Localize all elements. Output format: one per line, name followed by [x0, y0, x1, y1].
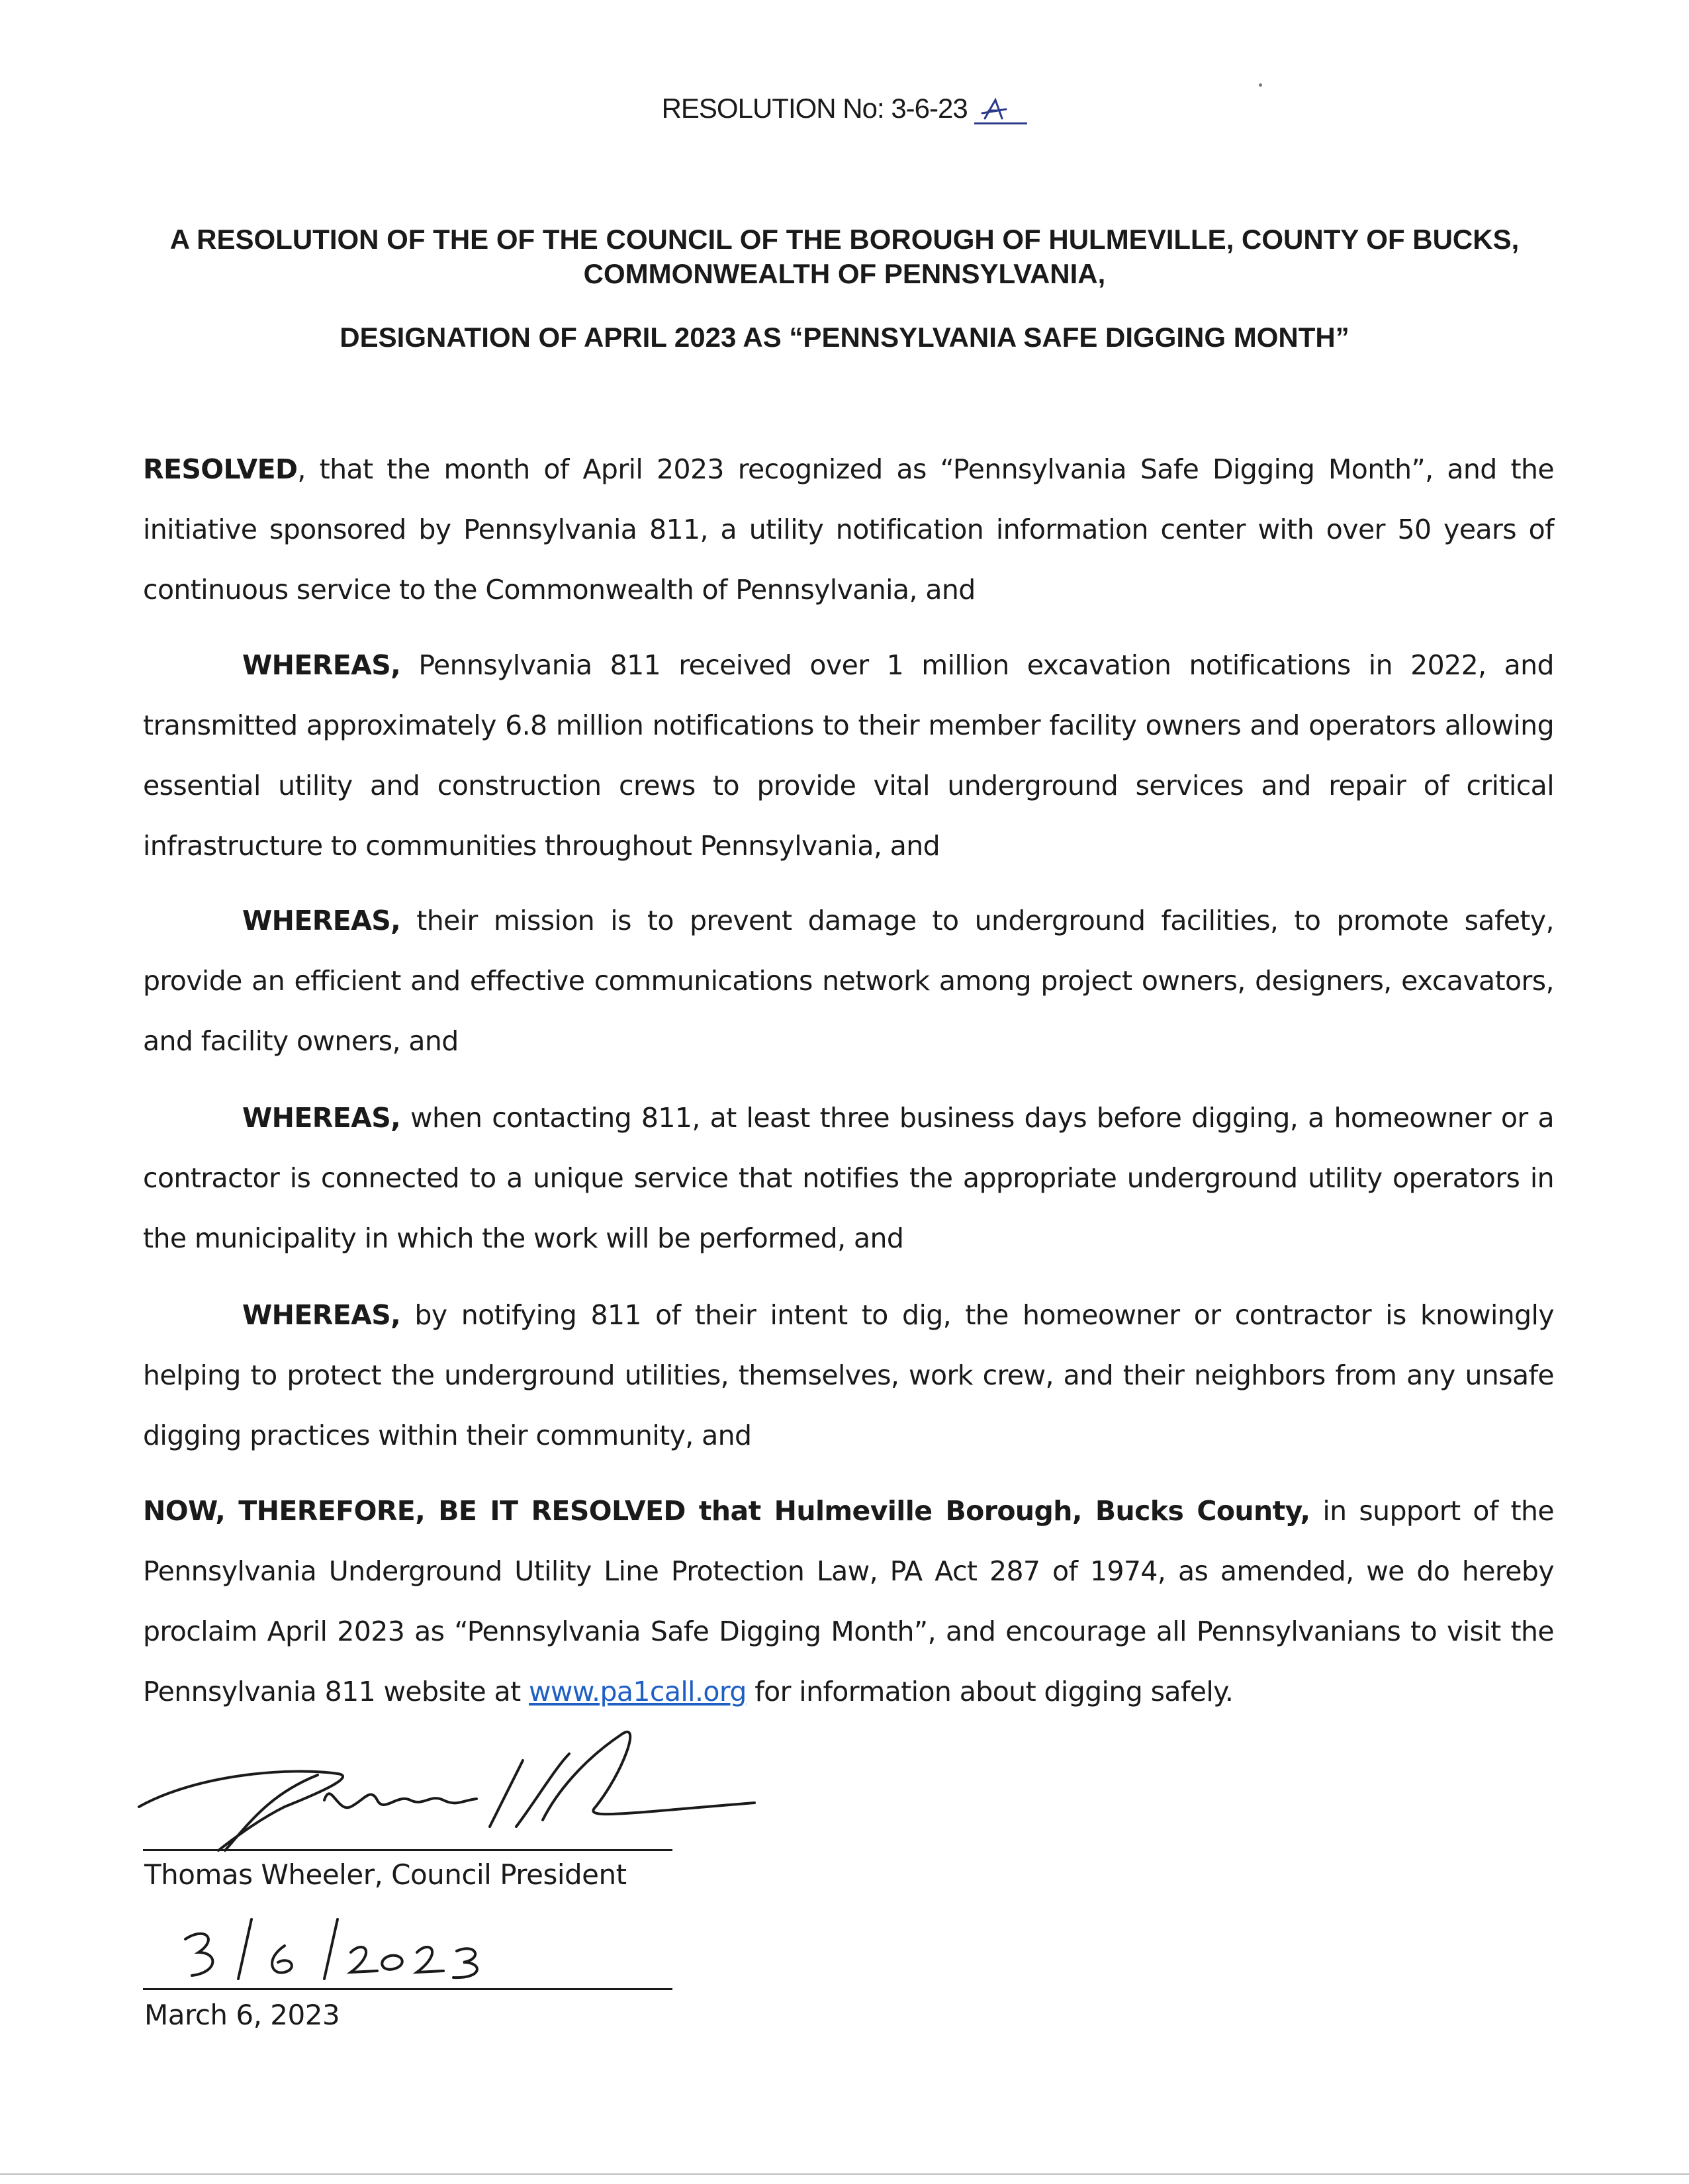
resolution-suffix-handwritten	[974, 96, 1027, 124]
paragraph-lead: WHEREAS,	[242, 905, 401, 936]
page-bottom-rule	[0, 2173, 1689, 2175]
paragraph-whereas-4	[143, 1285, 1554, 1466]
paragraph-text: Pennsylvania 811 received over 1 million excavation notifications in 2022, and transmitted approximately 6.8 million notifications to their member facility owners and operators allowing essential utility and construction crews to provide vital underground services and repair of critical infrastructure to communities throughout Pennsylvania, and	[143, 649, 1554, 862]
pa1call-link[interactable]: www.pa1call.org	[529, 1676, 747, 1707]
paragraph-lead: WHEREAS,	[242, 649, 401, 681]
paragraph-lead: RESOLVED	[143, 453, 298, 485]
resolution-title: A RESOLUTION OF THE OF THE COUNCIL OF THE BOROUGH OF HULMEVILLE, COUNTY OF BUCKS, COMMONWEALTH OF PENNSYLVANIA,	[169, 224, 1520, 289]
paragraph-whereas-1	[143, 635, 1554, 876]
resolution-number	[0, 93, 1689, 124]
paragraph-text: their mission is to prevent damage to underground facilities, to promote safety, provide an efficient and effective communications network among project owners, designers, excavators, and facility owners, and	[143, 905, 1554, 1057]
paragraph-text: when contacting 811, at least three business days before digging, a homeowner or a contractor is connected to a unique service that notifies the appropriate underground utility operators in the municipality in which the work will be performed, and	[143, 1102, 1554, 1254]
paragraph-lead: WHEREAS,	[242, 1299, 401, 1331]
paragraph-text: by notifying 811 of their intent to dig, the homeowner or contractor is knowingly helping to protect the underground utilities, themselves, work crew, and their neighbors from any unsafe digging practices within their community, and	[143, 1299, 1554, 1451]
handwritten-date	[179, 1906, 523, 1985]
paragraph-text: , that the month of April 2023 recognized as “Pennsylvania Safe Digging Month”, and the initiative sponsored by Pennsylvania 811, a utility notification information center with over 50 years of continuous service to the Commonwealth of Pennsylvania, and	[143, 453, 1554, 606]
paragraph-now-therefore	[143, 1481, 1554, 1722]
scan-speck	[1259, 83, 1262, 87]
paragraph-whereas-2	[143, 891, 1554, 1071]
date-caption: March 6, 2023	[144, 1999, 340, 2031]
resolution-designation: DESIGNATION OF APRIL 2023 AS “PENNSYLVANIA SAFE DIGGING MONTH”	[340, 322, 1349, 353]
date-line	[143, 1988, 672, 1990]
paragraph-lead: WHEREAS,	[242, 1102, 401, 1134]
paragraph-resolved	[143, 439, 1554, 620]
resolution-number-text: RESOLUTION No: 3-6-23	[661, 93, 968, 124]
paragraph-whereas-3	[143, 1088, 1554, 1269]
paragraph-text: in support of the Pennsylvania Underground Utility Line Protection Law, PA Act 287 of 1974, as amended, we do hereby proclaim April 2023 as “Pennsylvania Safe Digging Month”, and encourage all Pennsylvanians to visit the Pennsylvania 811 website at	[143, 1495, 1554, 1707]
paragraph-tail: for information about digging safely.	[746, 1676, 1234, 1707]
signature-line	[143, 1849, 672, 1851]
paragraph-lead: NOW, THEREFORE, BE IT RESOLVED that Hulmeville Borough, Bucks County,	[143, 1495, 1310, 1527]
president-signature	[119, 1721, 794, 1853]
handwritten-a-mark	[980, 97, 1019, 121]
signer-caption: Thomas Wheeler, Council President	[144, 1858, 627, 1891]
